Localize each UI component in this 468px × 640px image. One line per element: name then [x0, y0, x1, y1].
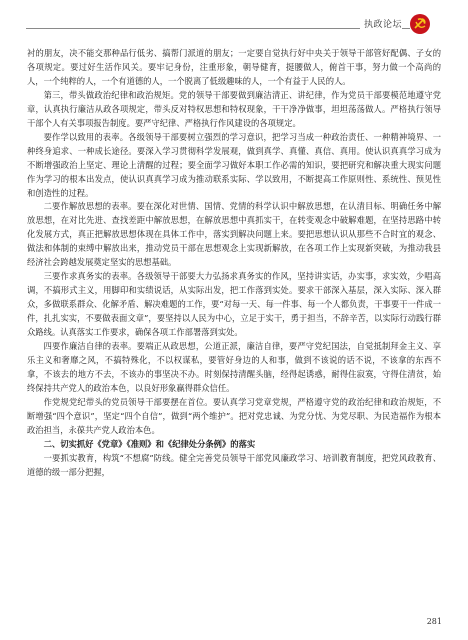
header-title: 执政论坛 [360, 17, 402, 30]
page-number: 281 [426, 617, 442, 626]
paragraph: 三要作求真务实的表率。各级领导干部要大力弘扬求真务实的作风，坚持讲实话，办实事，求实效，少唱高调，不搞形式主义，用脚印和实绩说话，从实际出发，把工作落到实处。要求干部深入基层，深入实际、深入群众，多做联系群众、化解矛盾、解决难题的工作，要“对每一天、每一件事、每一个人都负责，干事要干一件成一件，扎扎实实，不要做表面文章”，要坚持以人民为中心，立足于实干，勇于担当，不辞辛苦，以实际行动践行群众路线。认真落实工作要求，确保各项工作部署落到实处。 [27, 271, 441, 338]
section-heading: 二、切实抓好《党章》《准则》和《纪律处分条例》的落实 [43, 438, 256, 449]
running-header [26, 14, 450, 36]
paragraph: 第三，带头做政治纪律和政治规矩。党的领导干部要做到廉洁清正、讲纪律，作为党员干部要模范地遵守党章，认真执行廉洁从政各项规定，带头反对特权思想和特权现象，干干净净做事，坦坦荡荡做人。严格执行领导干部个人有关事项报告制度。要严守纪律、严格执行作风建设的各项规定。 [27, 89, 441, 128]
paragraph: 二要作解放思想的表率。要在深化对世情、国情、党情的科学认识中解放思想，在认清目标、明确任务中解放思想，在对比先进、查找差距中解放思想，在解放思想中真抓实干，在转变观念中破解难题，在坚持思路中转化发展方式，真正把解放思想体现在具体工作中，落实到解决问题上来。要把思想认识从那些不合时宜的观念、做法和体制的束缚中解放出来，推动党员干部在思想观念上实现新解放，在各项工作上实现新突破，为推动我县经济社会跨越发展奠定坚实的思想基础。 [27, 201, 441, 268]
paragraph: 作党规党纪带头的党员领导干部要摆在首位。要认真学习党章党规，严格遵守党的政治纪律和政治规矩，不断增强“四个意识”，坚定“四个自信”，做到“两个维护”。把对党忠诚、为党分忧、为党尽职、为民造福作为根本政治担当，永葆共产党人政治本色。 [27, 396, 441, 435]
paragraph: 一要抓实教育，构筑“不想腐”防线。健全完善党员领导干部党风廉政学习、培训教育制度，把党风政教育、道德的级一部分把握， [27, 452, 441, 477]
paragraph: 要作学以致用的表率。各级领导干部要树立强烈的学习意识，把学习当成一种政治责任、一种精神境界、一种终身追求、一种成长途径。要深入学习贯彻科学发展观，做到真学、真懂、真信、真用。使认识真真学习成为不断增强政治上坚定、理论上清醒的过程；要全面学习做好本职工作必需的知识，要把研究和解决重大现实问题作为学习的根本出发点，使认识真真学习成为推动联系实际、学以致用，不断提高工作原则性、系统性、预见性和创造性的过程。 [27, 131, 441, 198]
party-emblem-icon [410, 14, 430, 34]
header-rule [26, 28, 410, 29]
article-body [27, 47, 441, 480]
paragraph: 四要作廉洁自律的表率。要端正从政思想，公道正派，廉洁自律，要严守党纪国法，自觉抵制拜金主义、享乐主义和奢靡之风，不搞特殊化，不以权谋私，要管好身边的人和事，做到不该说的话不说，不该拿的东西不拿，不该去的地方不去，不该办的事坚决不办。时刻保持清醒头脑，经得起诱惑，耐得住寂寞，守得住清贫，始终保持共产党人的政治本色，以良好形象赢得群众信任。 [27, 341, 441, 393]
paragraph: 衬的朋友，决不能交那种品行低劣、搞帮门派道的朋友；一定要自觉执行好中央关于领导干部管好配偶、子女的各项规定。要过好生活作风关。要牢记身份，注重形象，朝导健育，挺腰做人，俯首干事，努力做一个高尚的人，一个纯粹的人，一个有道德的人，一个脱离了低级趣味的人，一个有益于人民的人。 [27, 48, 441, 86]
